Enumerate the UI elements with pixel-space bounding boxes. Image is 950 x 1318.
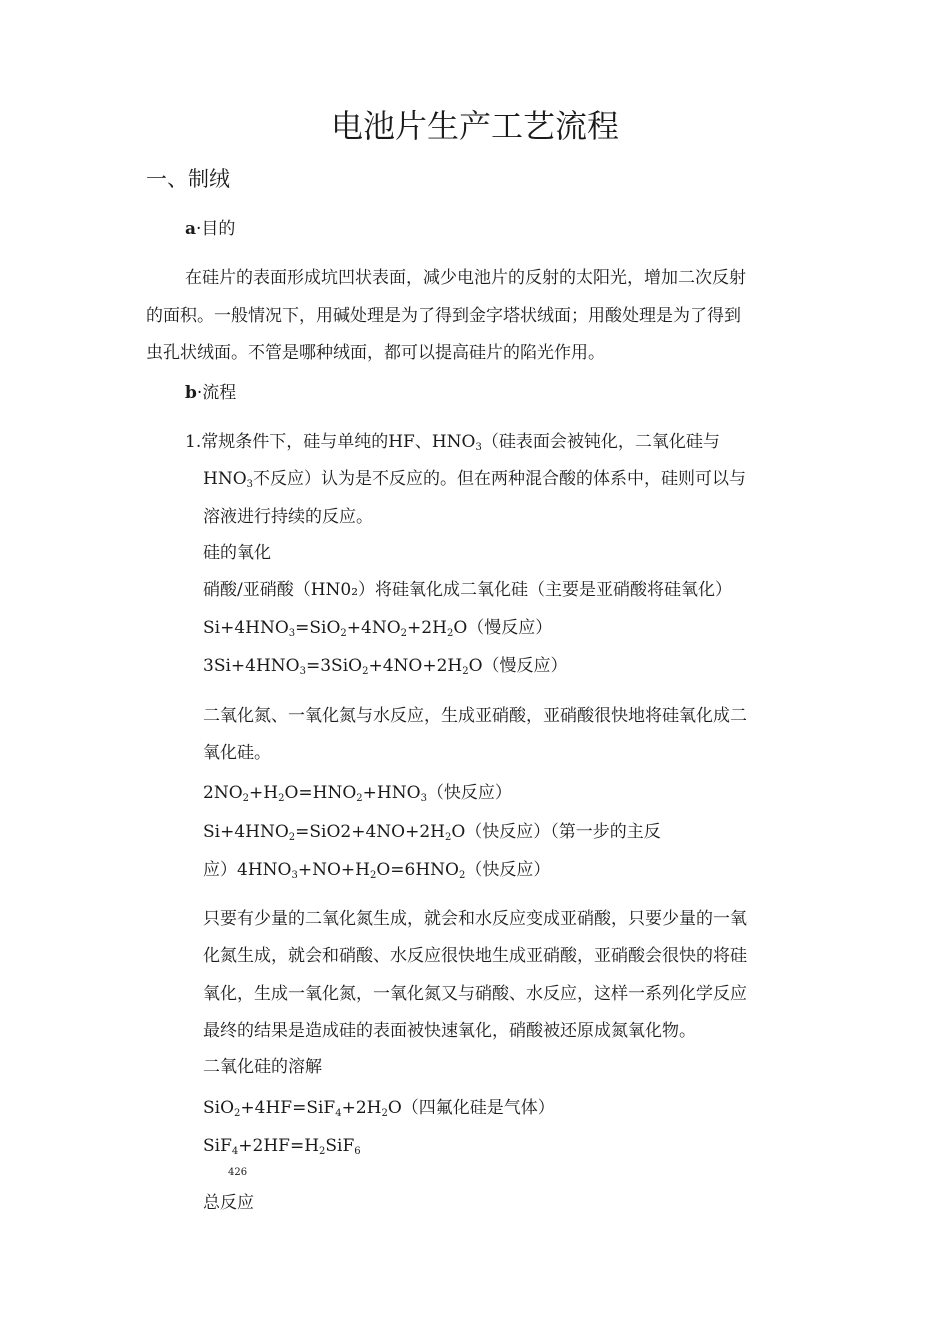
paragraph-line: 的面积。一般情况下，用碱处理是为了得到金字塔状绒面；用酸处理是为了得到 [146,306,741,326]
list-item-line: 溶液进行持续的反应。 [203,507,373,527]
equation: $Si+4HNO_2=SiO2+4NO+2H_2O$（快反应）（第一步的主反 [203,822,661,843]
list-item-line: $HNO_3$不反应）认为是不反应的。但在两种混合酸的体系中，硅则可以与 [203,469,747,490]
subheading-purpose [185,217,235,241]
paragraph-line: 最终的结果是造成硅的表面被快速氧化，硝酸被还原成氮氧化物。 [203,1021,696,1041]
paragraph-line: 氧化，生成一氧化氮，一氧化氮又与硝酸、水反应，这样一系列化学反应 [203,984,747,1004]
subheading-process [185,381,236,405]
document-title: 电池片生产工艺流程 [330,107,619,145]
subsection-label: 总反应 [203,1193,254,1213]
subheading-letter: a [185,219,197,239]
page-number: 426 [228,1167,248,1178]
paragraph-line: 只要有少量的二氧化氮生成，就会和水反应变成亚硝酸，只要少量的一氧 [203,909,747,929]
paragraph-line: 化氮生成，就会和硝酸、水反应很快地生成亚硝酸，亚硝酸会很快的将硅 [203,946,747,966]
equation: $SiF_4+2HF=H_2SiF_6$ [203,1136,361,1157]
equation: 应）$4HNO_3+NO+H_2O=6HNO_2$（快反应） [203,860,551,881]
subheading-text: ·流程 [196,383,237,403]
subsection-label: 硅的氧化 [203,543,271,563]
subheading-text: ·目的 [196,219,236,239]
equation: $SiO_2+4HF=SiF_4+2H_2O$（四氟化硅是气体） [203,1098,555,1119]
paragraph-line: 虫孔状绒面。不管是哪种绒面，都可以提高硅片的陷光作用。 [146,343,605,363]
text-line: 硝酸/亚硝酸（HN0₂）将硅氧化成二氧化硅（主要是亚硝酸将硅氧化） [203,580,733,600]
subsection-label: 二氧化硅的溶解 [203,1057,322,1077]
subheading-letter: b [185,383,197,403]
equation: $2NO_2+H_2O=HNO_2+HNO_3$（快反应） [203,783,512,804]
list-item-line: 1.常规条件下，硅与单纯的HF、$HNO_3$（硅表面会被钝化，二氧化硅与 [185,432,720,453]
paragraph-line: 在硅片的表面形成坑凹状表面，减少电池片的反射的太阳光，增加二次反射 [185,268,746,288]
paragraph-line: 二氧化氮、一氧化氮与水反应，生成亚硝酸，亚硝酸很快地将硅氧化成二 [203,706,747,726]
equation: $3Si+4HNO_3=3SiO_2+4NO+2H_2O$（慢反应） [203,656,568,677]
paragraph-line: 氧化硅。 [203,743,271,763]
section-heading-texturing: 一、制绒 [146,167,230,191]
equation: $Si+4HNO_3=SiO_2+4NO_2+2H_2O$（慢反应） [203,618,553,639]
